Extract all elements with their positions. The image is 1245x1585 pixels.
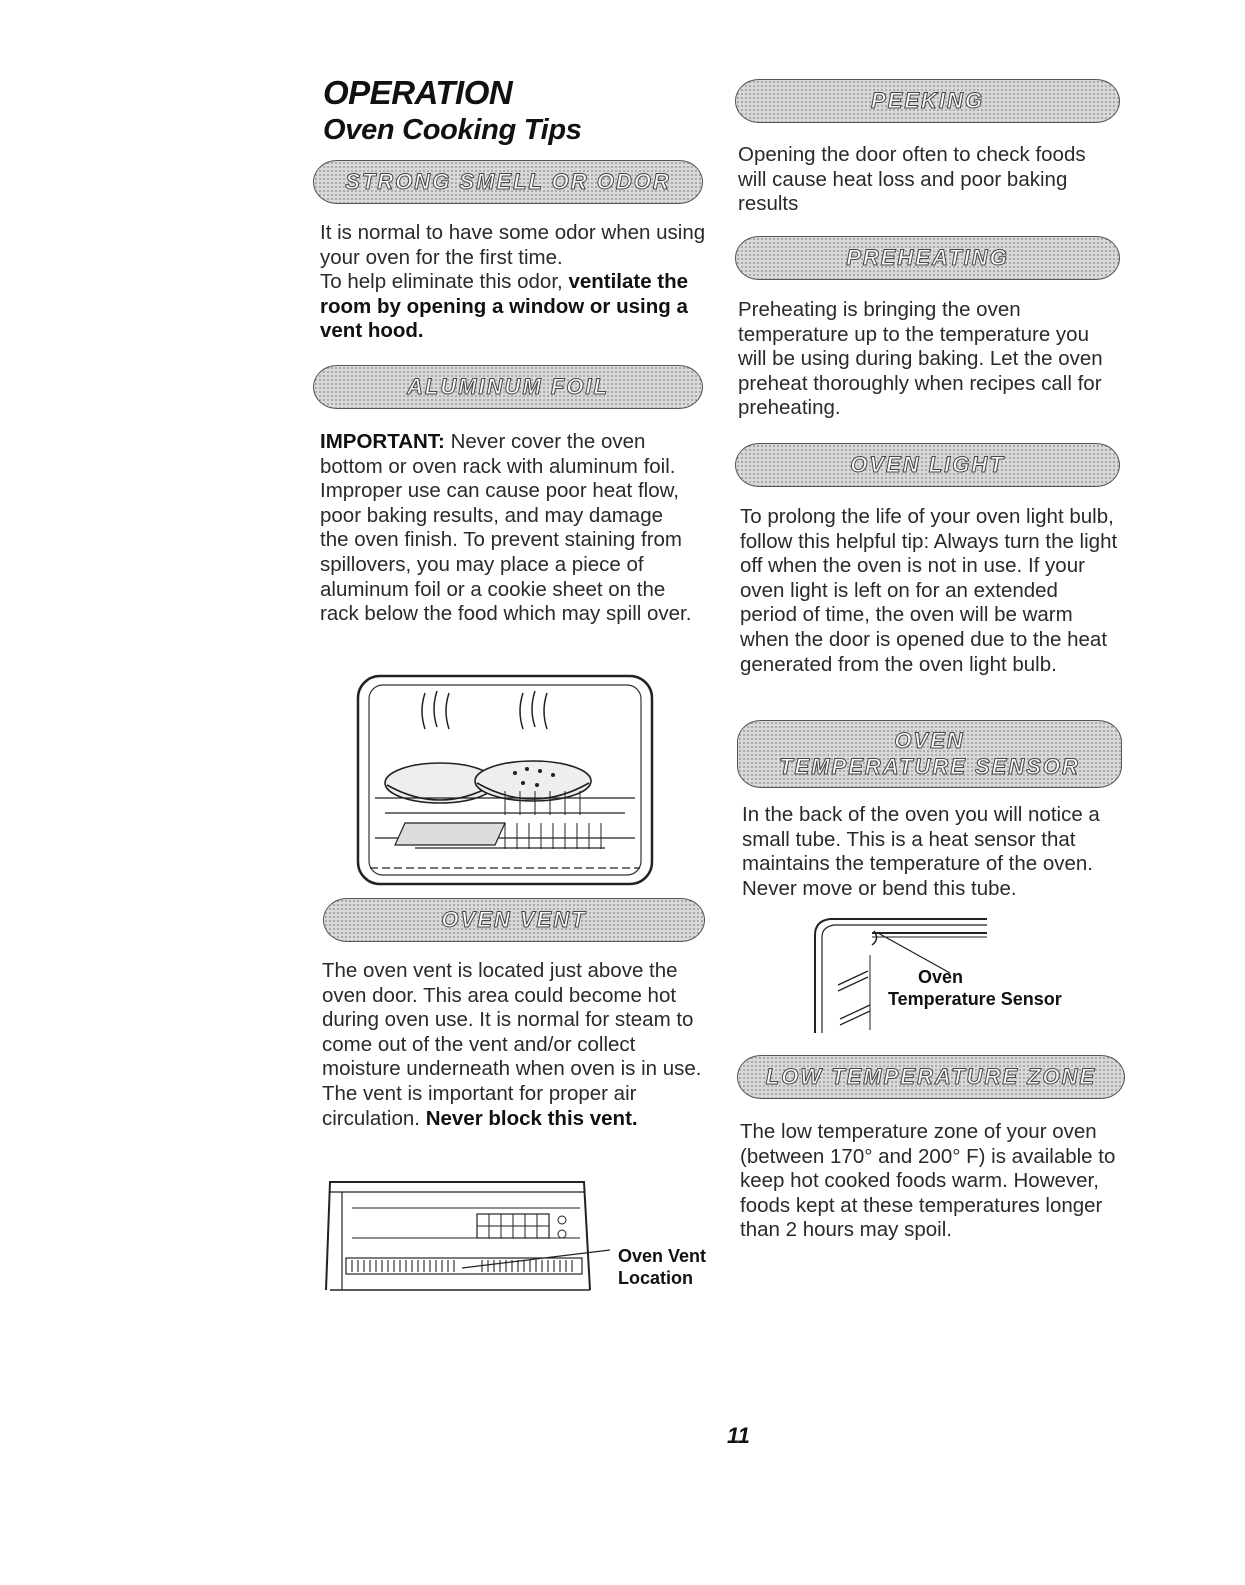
- aluminum-foil-body: Never cover the oven bottom or oven rack with aluminum foil. Improper use can cause poor heat flow, poor baking results, and may damage the oven finish. To prevent staining from spillovers, you may place a piece of aluminum foil or a cookie sheet on the rack below the food which may spill over.: [320, 430, 692, 626]
- heading-strong-smell-label: STRONG SMELL OR ODOR: [345, 169, 671, 194]
- heading-temp-sensor-line2: TEMPERATURE SENSOR: [779, 754, 1080, 779]
- heading-preheating-label: PREHEATING: [846, 245, 1009, 270]
- oven-vent-caption-line1: Oven Vent: [618, 1246, 707, 1266]
- preheating-text: Preheating is bringing the oven temperature up to the temperature you will be using during baking. Let the oven preheat thoroughly when recipes call for preheating.: [738, 298, 1103, 420]
- heading-aluminum-foil-label: ALUMINUM FOIL: [407, 374, 609, 399]
- heading-low-temp-zone: [737, 1055, 1125, 1099]
- peeking-text: Opening the door often to check foods will cause heat loss and poor baking results: [738, 143, 1086, 216]
- heading-low-temp-zone-label: LOW TEMPERATURE ZONE: [765, 1064, 1097, 1089]
- oven-vent-bold: Never block this vent.: [425, 1106, 638, 1130]
- aluminum-foil-text: [320, 430, 695, 627]
- heading-temp-sensor: [737, 720, 1122, 788]
- heading-peeking: [735, 79, 1120, 123]
- heading-aluminum-foil: [313, 365, 703, 409]
- oven-vent-caption: [618, 1245, 706, 1289]
- oven-vent-caption-line2: Location: [618, 1268, 693, 1288]
- oven-light-text: To prolong the life of your oven light bulb, follow this helpful tip: Always turn the light off when the oven is not in use. If your oven light is left on for an extended period of time, the oven will be warm when the door is opened due to the heat generated from the oven light bulb.: [740, 505, 1118, 676]
- page-title: OPERATION: [323, 74, 513, 111]
- heading-oven-vent-label: OVEN VENT: [441, 907, 587, 932]
- temp-sensor-text: In the back of the oven you will notice a small tube. This is a heat sensor that maintains the temperature of the oven. Never move or bend this tube.: [742, 803, 1100, 900]
- oven-vent-body: The oven vent is located just above the oven door. This area could become hot during oven use. It is normal for steam to come out of the vent and/or collect moisture underneath when oven is in use. The vent is important for proper air circulation.: [322, 959, 702, 1130]
- strong-smell-text-1: It is normal to have some odor when using your oven for the first time.: [320, 221, 706, 269]
- heading-oven-light-label: OVEN LIGHT: [850, 452, 1005, 477]
- oven-vent-illustration: [322, 1178, 612, 1293]
- heading-preheating: [735, 236, 1120, 280]
- heading-oven-vent: [323, 898, 705, 942]
- temp-sensor-caption-line1: Oven: [918, 967, 964, 987]
- heading-temp-sensor-line1: OVEN: [894, 728, 965, 753]
- strong-smell-text: [320, 221, 710, 344]
- oven-interior-illustration: [355, 673, 655, 887]
- heading-strong-smell: [313, 160, 703, 204]
- page-subtitle: Oven Cooking Tips: [323, 114, 582, 146]
- low-temp-zone-text: The low temperature zone of your oven (between 170° and 200° F) is available to keep hot cooked foods warm. However, foods kept at these temperatures longer than 2 hours may spoil.: [740, 1120, 1116, 1242]
- temp-sensor-caption: [888, 966, 1062, 1010]
- aluminum-foil-important: IMPORTANT:: [320, 430, 445, 453]
- strong-smell-text-bold: ventilate the room by opening a window or using a vent hood.: [320, 270, 689, 343]
- heading-oven-light: [735, 443, 1120, 487]
- page-number: 11: [727, 1423, 750, 1448]
- oven-vent-text: [322, 959, 707, 1131]
- heading-peeking-label: PEEKING: [870, 88, 985, 113]
- temp-sensor-caption-line2: Temperature Sensor: [888, 989, 1062, 1009]
- strong-smell-text-2: To help eliminate this odor,: [320, 270, 569, 294]
